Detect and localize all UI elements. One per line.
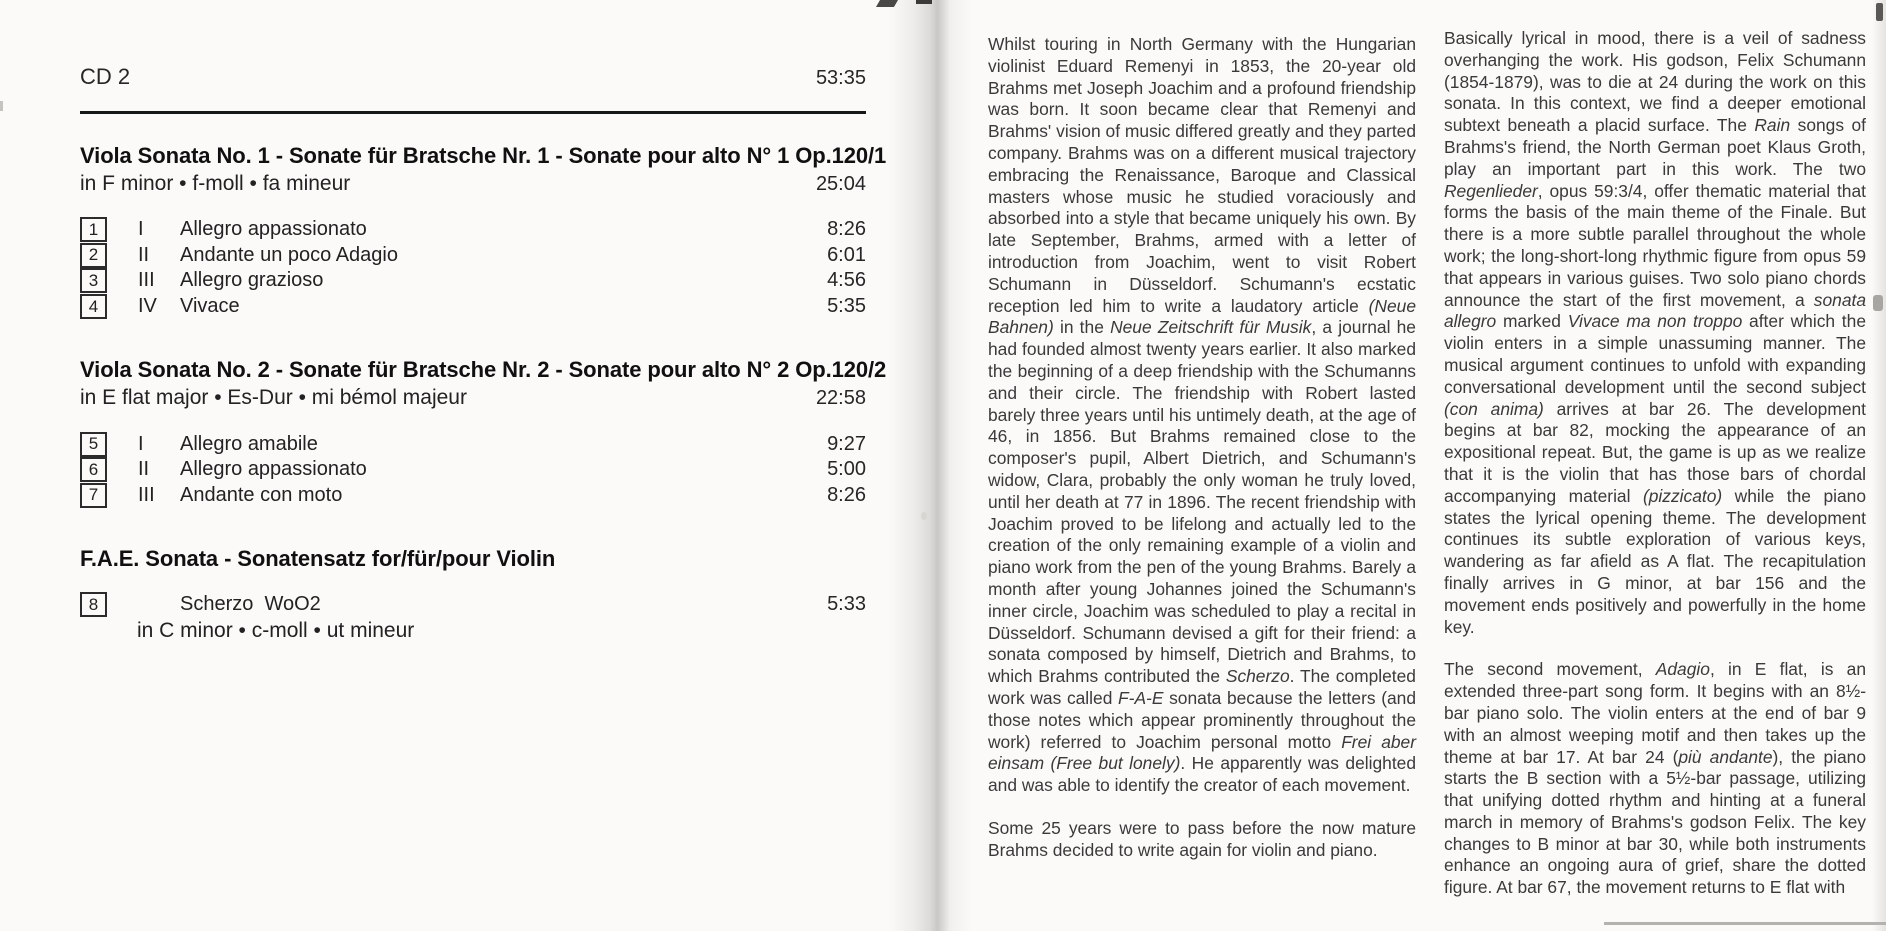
scan-speck: [0, 101, 3, 111]
notes-column-2: [1444, 28, 1866, 899]
track-title: Allegro grazioso: [180, 269, 324, 292]
track-title: Vivace: [180, 295, 240, 318]
work-title: Viola Sonata No. 2 - Sonate für Bratsche Nr. 2 - Sonate pour alto N° 2 Op.120/2: [80, 357, 887, 383]
page-bottom-edge-shadow: [1604, 922, 1886, 925]
work-duration: 25:04: [815, 173, 866, 195]
track-list: [80, 431, 866, 508]
body-text: sonata because the letters (and those notes which appear prominently throughout the work) referred to Joachim personal motto: [988, 687, 1417, 752]
track-key: in C minor • c-moll • ut mineur: [137, 618, 415, 642]
track-list: [80, 217, 866, 319]
track-number-box: 4: [80, 294, 107, 319]
body-text: songs of Brahms's friend, the North German poet Klaus Groth, play an important part in this work. The two: [1444, 115, 1867, 179]
page-right-edge-shadow: [1872, 0, 1886, 931]
italic-text: Adagio: [1655, 659, 1710, 680]
italic-text: Vivace ma non troppo: [1567, 311, 1743, 332]
track-duration: 5:33: [827, 593, 866, 616]
track-duration: 9:27: [827, 432, 866, 455]
page-fold-shadow: [888, 0, 972, 931]
italic-text: Regenlieder: [1444, 180, 1538, 201]
notes-column-1: [988, 34, 1416, 861]
italic-text: (Neue Bahnen): [988, 295, 1416, 338]
body-text: after which the violin enters in a simple unassuming manner. The musical argument continues to unfold with expanding conversational development until the second subject: [1444, 311, 1866, 397]
movement-numeral: I: [138, 432, 144, 455]
track-number-cell: [80, 432, 138, 457]
track-row: [80, 294, 866, 320]
track-row: [80, 243, 866, 269]
italic-text: Neue Zeitschrift für Musik: [1110, 317, 1312, 338]
body-text: . He apparently was delighted and was able to identify the creator of each movement.: [988, 753, 1417, 796]
track-number-cell: [80, 217, 138, 242]
track-duration: 8:26: [827, 483, 866, 506]
paragraph: [1444, 659, 1866, 899]
work-title: Viola Sonata No. 1 - Sonate für Bratsche Nr. 1 - Sonate pour alto N° 1 Op.120/1: [80, 143, 887, 168]
paragraph: [1444, 28, 1866, 638]
body-text: , in E flat, is an extended three-part song form. It begins with an 8½-bar piano solo. The violin enters at the end of bar 9 with an almost weeping motif and then takes up the theme at bar 17. At bar 24 (: [1444, 659, 1867, 767]
track-duration: 4:56: [827, 269, 866, 292]
tracklist-page: [80, 64, 887, 643]
paragraph: [988, 34, 1416, 797]
edge-mark: [1873, 295, 1883, 311]
track-number-box: 5: [80, 432, 107, 457]
italic-text: Rain: [1754, 115, 1791, 136]
body-text: in the: [1053, 317, 1111, 338]
track-number-box: 2: [80, 243, 107, 268]
work-subtitle-row: [80, 171, 866, 197]
body-text: ), the piano starts the B section with a 5½-bar passage, utilizing that unifying dotted rhythm and hinting at a funeral march in memory of Brahms's godson Felix. The key changes to B minor at bar 30, while both instruments enhance an ongoing aura of grief, share the dotted figure. At bar 67, the movement returns to E flat with: [1444, 746, 1867, 898]
works: [80, 143, 887, 643]
cd-header: [80, 64, 866, 91]
italic-text: (con anima): [1444, 398, 1544, 419]
track-duration: 6:01: [827, 243, 866, 266]
italic-text: F-A-E: [1118, 687, 1164, 708]
track-number-box: 6: [80, 457, 107, 482]
work-section: [80, 143, 887, 319]
movement-numeral: III: [138, 269, 155, 292]
body-text: arrives at bar 26. The development begins at bar 82, mocking the appearance of an expositional repeat. But, the game is up as we realize that it is the violin that has those bars of chordal accompanying material: [1444, 398, 1866, 506]
body-text: . The completed work was called: [988, 666, 1416, 708]
track-title: Andante con moto: [180, 483, 343, 506]
movement-numeral: I: [138, 218, 144, 241]
track-number-cell: [80, 592, 138, 617]
work-key: in F minor • f-moll • fa mineur: [80, 172, 351, 195]
track-list: [80, 592, 866, 643]
body-text: The second movement,: [1444, 659, 1656, 680]
track-number-box: 7: [80, 483, 107, 508]
track-title: Scherzo WoO2: [180, 593, 321, 616]
track-number-cell: [80, 457, 138, 482]
track-row: [80, 217, 866, 243]
track-row: [80, 483, 866, 509]
work-title: F.A.E. Sonata - Sonatensatz for/für/pour Violin: [80, 546, 556, 572]
work-section: [80, 546, 866, 643]
work-section: [80, 357, 887, 508]
cd-total-duration: 53:35: [815, 67, 866, 89]
paragraph: [988, 818, 1416, 862]
track-number-cell: [80, 294, 138, 319]
body-text: Whilst touring in North Germany with the Hungarian violinist Eduard Remenyi in 1853, the 20-year old Brahms met Joseph Joachim and a profound friendship was born. It soon became clear that Remenyi and Brahms' vision of music differed greatly and they parted company. Brahms was on a different musical trajectory embracing the Renaissance, Baroque and Classical masters whose music he studied voraciously and absorbed into a style that became uniquely his own. By late September, Brahms, armed with a letter of introduction from Joachim, went to visit Robert Schumann in Düsseldorf. Schumann's ecstatic reception led him to write a laudatory article: [988, 34, 1416, 316]
track-number-box: 3: [80, 268, 107, 293]
body-text: marked: [1496, 311, 1568, 332]
track-number-cell: [80, 268, 138, 293]
track-duration: 5:00: [827, 458, 866, 481]
body-text: Basically lyrical in mood, there is a veil of sadness overhanging the work. His godson, Felix Schumann (1854-1879), was to die at 24 during the work on this sonata. In this context, we find a deeper emotional subtext beneath a placid surface. The: [1444, 28, 1866, 136]
body-text: Some 25 years were to pass before the now mature Brahms decided to write again for violin and piano.: [988, 817, 1416, 860]
fold-top-notch: [916, 0, 932, 4]
work-subtitle-row: [80, 385, 866, 411]
italic-text: Frei aber einsam (Free but lonely): [988, 731, 1416, 774]
track-row: [80, 457, 866, 483]
cd-label: CD 2: [80, 64, 131, 89]
edge-mark: [1876, 3, 1883, 21]
italic-text: Scherzo: [1225, 666, 1290, 687]
movement-numeral: II: [138, 458, 150, 481]
italic-text: sonata allegro: [1444, 289, 1866, 332]
body-text: , opus 59:3/4, offer thematic material that forms the basis of the main theme of the Finale. But there is a more subtle parallel throughout the whole work; the long-short-long rhythmic figure from opus 59 that appears in various guises. Two solo piano chords announce the start of the first movement, a: [1444, 180, 1866, 310]
track-number-box: 1: [80, 217, 107, 242]
movement-numeral: II: [138, 243, 150, 266]
track-duration: 8:26: [827, 218, 866, 241]
header-rule: [80, 111, 866, 114]
movement-numeral: III: [138, 483, 155, 506]
italic-text: più andante: [1678, 746, 1773, 767]
track-row: [80, 431, 866, 457]
work-key: in E flat major • Es-Dur • mi bémol majeur: [80, 386, 467, 410]
body-text: while the piano states the lyrical opening theme. The development continues its subtle exploration of various keys, wandering as far afield as A flat. The recapitulation finally arrives in G minor, at bar 156 and the movement ends positively and powerfully in the home key.: [1444, 485, 1866, 637]
track-title: Andante un poco Adagio: [180, 243, 398, 266]
italic-text: (pizzicato): [1642, 485, 1723, 506]
movement-numeral: IV: [138, 295, 157, 318]
track-row: [80, 268, 866, 294]
work-duration: 22:58: [815, 387, 866, 410]
body-text: , a journal he had founded almost twenty years earlier. It also marked the beginning of a deep friendship with the Schumanns and their circle. The friendship with Robert lasted barely three years until his untimely death, at the age of 46, in 1856. But Brahms remained close to the composer's pupil, Albert Dietrich, and Schumann's widow, Clara, probably the only woman he truly loved, until her death at 77 in 1896. The recent friendship with Joachim proved to be lifelong and actually led to the creation of the only remaining example of a violin and piano work from the pen of the young Brahms. Barely a month after young Johannes joined the Schumann's inner circle, Joachim was scheduled to play a recital in Düsseldorf. Schumann devised a gift for their friend: a sonata composed by himself, Dietrich and Brahms, to which Brahms contributed the: [988, 317, 1416, 687]
track-row: [80, 592, 866, 618]
scan-speck: [921, 512, 927, 520]
track-number-box: 8: [80, 592, 107, 617]
track-number-cell: [80, 483, 138, 508]
track-number-cell: [80, 243, 138, 268]
track-title: Allegro appassionato: [180, 218, 367, 241]
track-duration: 5:35: [827, 295, 866, 318]
track-title: Allegro appassionato: [180, 458, 367, 481]
fold-top-notch: [876, 0, 898, 7]
track-title: Allegro amabile: [180, 432, 318, 455]
